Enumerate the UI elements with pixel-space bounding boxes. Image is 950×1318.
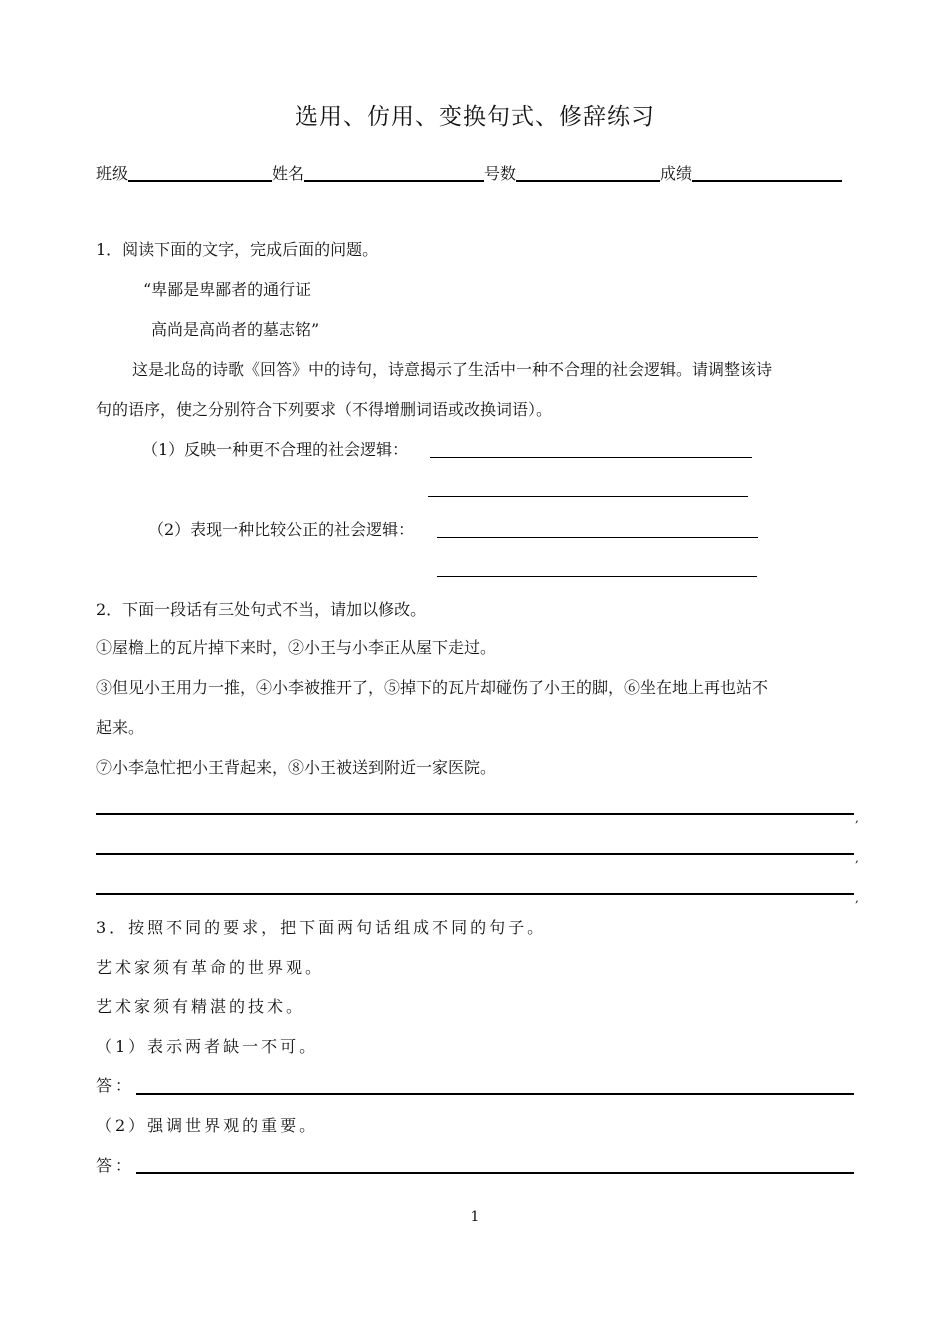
q1-poem-line1: “卑鄙是卑鄙者的通行证 xyxy=(143,280,312,299)
q2-answer-line1-mark: , xyxy=(855,811,859,825)
class-field[interactable] xyxy=(128,162,272,182)
q1-answer1-line1[interactable] xyxy=(430,457,752,458)
q1-answer2-line1[interactable] xyxy=(437,537,758,538)
class-label: 班级 xyxy=(96,164,129,183)
score-label: 成绩 xyxy=(660,164,693,183)
q2-answer-line2-mark: , xyxy=(855,851,859,865)
q3-requirement-1: （1）表示两者缺一不可。 xyxy=(96,1037,319,1056)
q3-answer2-label: 答： xyxy=(96,1156,135,1175)
q3-requirement-2: （2）强调世界观的重要。 xyxy=(96,1116,319,1135)
q3-answer1-line[interactable] xyxy=(136,1093,854,1095)
q2-prompt: 2．下面一段话有三处句式不当，请加以修改。 xyxy=(96,600,427,619)
q1-paragraph-line2: 句的语序，使之分别符合下列要求（不得增删词语或改换词语）。 xyxy=(96,400,553,419)
q2-answer-line1[interactable] xyxy=(96,813,854,815)
student-info-header xyxy=(96,160,854,184)
q2-line3: 起来。 xyxy=(96,718,145,737)
q2-answer-line3[interactable] xyxy=(96,893,854,895)
page-title: 选用、仿用、变换句式、修辞练习 xyxy=(295,104,655,130)
q2-line1: ①屋檐上的瓦片掉下来时，②小王与小李正从屋下走过。 xyxy=(96,638,497,657)
q1-requirement-1: （1）反映一种更不合理的社会逻辑： xyxy=(142,440,409,459)
score-field[interactable] xyxy=(692,162,842,182)
page-number: 1 xyxy=(470,1209,480,1225)
q3-prompt: 3．按照不同的要求，把下面两句话组成不同的句子。 xyxy=(96,918,547,937)
number-field[interactable] xyxy=(516,162,660,182)
name-field[interactable] xyxy=(304,162,484,182)
q1-answer2-line2[interactable] xyxy=(437,576,757,577)
q2-answer-line2[interactable] xyxy=(96,853,854,855)
q1-paragraph-line1: 这是北岛的诗歌《回答》中的诗句，诗意揭示了生活中一种不合理的社会逻辑。请调整该诗 xyxy=(132,360,773,379)
q3-answer2-line[interactable] xyxy=(136,1172,854,1174)
q2-line4: ⑦小李急忙把小王背起来，⑧小王被送到附近一家医院。 xyxy=(96,758,497,777)
q1-poem-line2: 高尚是高尚者的墓志铭” xyxy=(151,320,320,339)
q2-line2: ③但见小王用力一推，④小李被推开了，⑤掉下的瓦片却碰伤了小王的脚，⑥坐在地上再也站不 xyxy=(96,678,769,697)
number-label: 号数 xyxy=(484,164,517,183)
q3-sentence2: 艺术家须有精湛的技术。 xyxy=(96,997,306,1016)
q2-answer-line3-mark: , xyxy=(855,891,859,905)
q1-answer1-line2[interactable] xyxy=(428,496,748,497)
q3-answer1-label: 答： xyxy=(96,1076,135,1095)
q1-requirement-2: （2）表现一种比较公正的社会逻辑： xyxy=(148,520,415,539)
q3-sentence1: 艺术家须有革命的世界观。 xyxy=(96,958,325,977)
name-label: 姓名 xyxy=(272,164,305,183)
q1-prompt: 1．阅读下面的文字，完成后面的问题。 xyxy=(96,240,379,259)
